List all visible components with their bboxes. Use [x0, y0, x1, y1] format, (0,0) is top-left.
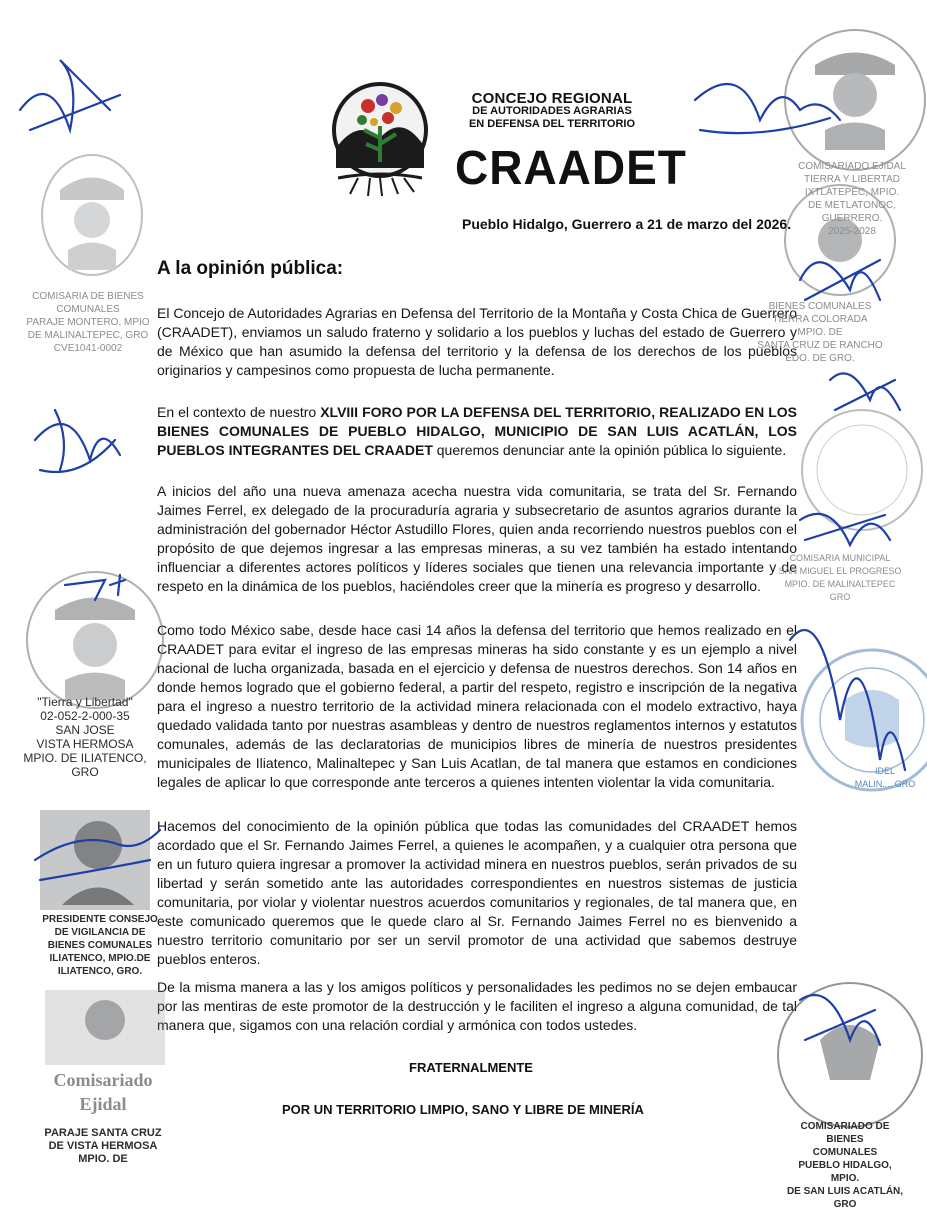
stamp-left-3-line: DE VIGILANCIA DE: [54, 927, 146, 938]
stamp-right-2-line: MPIO. DE: [797, 327, 843, 338]
paragraph-2-lead: En el contexto de nuestro: [157, 404, 321, 420]
stamp-right-4-line: DE SAN LUIS ACATLÁN, GRO: [786, 1186, 904, 1210]
stamp-right-1-line: COMISARIADO EJIDAL: [798, 161, 906, 172]
stamp-left-1: [18, 290, 158, 355]
signature-2-icon: [695, 84, 840, 133]
org-line-1: CONCEJO REGIONAL: [471, 90, 633, 107]
stamp-left-4: [28, 1068, 178, 1116]
paragraph-2-tail: queremos denunciar ante la opinión pública lo siguiente.: [432, 442, 787, 458]
stamp-left-2: [10, 695, 160, 779]
stamp-left-4-line: Comisariado: [53, 1070, 153, 1090]
stamp-right-3: [770, 552, 910, 604]
stamp-right-blue-line: MALIN..., GRO: [854, 779, 916, 789]
stamp-right-4-line: COMUNALES: [812, 1147, 878, 1158]
signature-6-icon: [800, 514, 890, 545]
stamp-right-2-line: EDO. DE GRO.: [785, 353, 855, 364]
stamp-right-4-line: COMISARIADO DE BIENES: [800, 1121, 890, 1145]
stamp-left-1-line: COMISARIA DE BIENES: [32, 291, 144, 302]
stamp-right-4-line: PUEBLO HIDALGO, MPIO.: [798, 1160, 892, 1184]
stamp-right-1: [782, 160, 922, 238]
stamp-left-5: [28, 1127, 178, 1166]
org-line-3: EN DEFENSA DEL TERRITORIO: [468, 118, 636, 130]
signature-3-icon: [35, 410, 120, 472]
stamp-right-3-line: COMISARIA MUNICIPAL: [789, 553, 891, 563]
stamp-left-2-line: MPIO. DE ILIATENCO, GRO: [23, 751, 147, 779]
stamp-portrait-left-top-icon: [42, 155, 142, 275]
signature-1-icon: [20, 60, 120, 130]
stamp-left-1-line: PARAJE MONTERO, MPIO: [26, 317, 150, 328]
dateline: Pueblo Hidalgo, Guerrero a 21 de marzo del 2026.: [462, 216, 792, 232]
org-line-2: DE AUTORIDADES AGRARIAS: [472, 105, 632, 117]
paragraph-5: Hacemos del conocimiento de la opinión pública que todas las comunidades del CRAADET hemos acordado que el Sr. Fernando Jaimes Ferrel, a quienes le acompañen, y a cualquier otra persona que en un futuro quiera ingresar a promover la actividad minera en nuestros pueblos, serán privados de su libertad y serán sometido ante las autoridades correspondientes en nuestros sistemas de justicia comunitaria, por violar y violentar nuestros acuerdos comunitarios y regionales, de tal manera que, en este comunicado queremos que le quede claro al Sr. Fernando Jaimes Ferrel no es bienvenido a nuestro territorio comunitario por ser un servil promotor de una actividad que sabemos destruye pueblos enteros.: [157, 818, 797, 967]
org-acronym: CRAADET: [455, 139, 687, 195]
paragraph-2-bold: XLVIII FORO POR LA DEFENSA DEL TERRITORIO, REALIZADO EN LOS BIENES COMUNALES DE PUEBLO HIDALGO, MUNICIPIO DE SAN LUIS ACATLÁN, LOS PUEBLOS INTEGRANTES DEL CRAADET: [157, 404, 797, 458]
stamp-portrait-left-bottom-icon: [45, 990, 165, 1065]
signature-7-icon: [65, 575, 125, 600]
salutation: A la opinión pública:: [157, 258, 344, 279]
stamp-right-2: [740, 300, 900, 365]
stamp-right-4: [785, 1120, 905, 1211]
stamp-circle-right-icon: [802, 410, 922, 530]
paragraph-4: Como todo México sabe, desde hace casi 14 años la defensa del territorio que hemos realizado en el CRAADET para evitar el ingreso de las empresas mineras ha sido constante y es un ejemplo a nivel nacional de lucha organizada, basada en el ejercicio y defensa de nuestros derechos. Son 14 años en donde hemos logrado que el gobierno federal, a partir del respeto, registro e inscripción de la negativa para el ingreso a nuestro territorio de la actividad minera relacionada con el modelo extractivo, haya quedado validada tanto por nuestras asambleas y dentro de nuestros reglamentos internos y estatutos comunales, además de las declaratorias de municipios libres de minería de nuestros presidentes municipales de Iliatenco, Malinaltepec y San Luis Acatlan, de tal manera que estamos en condiciones legales de aplicar lo que corresponde ante terceros a quienes intenten violentar la vida comunitaria.: [157, 622, 797, 790]
stamp-right-2-line: SANTA CRUZ DE RANCHO: [757, 340, 883, 351]
closing-slogan: POR UN TERRITORIO LIMPIO, SANO Y LIBRE DE MINERÍA: [282, 1102, 644, 1117]
closing-fraternalmente: FRATERNALMENTE: [409, 1060, 533, 1075]
paragraph-1: El Concejo de Autoridades Agrarias en Defensa del Territorio de la Montaña y Costa Chica de Guerrero (CRAADET), enviamos un saludo fraterno y solidario a los pueblos y luchas del estado de Guerrero y de México que han asumido la defensa del territorio y la defensa de los derechos de los pueblos originarios y campesinos como propuesta de lucha permanente.: [157, 305, 797, 378]
signature-5-icon: [830, 373, 900, 410]
stamp-right-1-line: DE METLATONOC,: [808, 200, 896, 211]
stamp-right-3-line: MPIO. DE MALINALTEPEC: [784, 579, 896, 589]
stamp-right-1-line: 2025-2028: [828, 226, 876, 237]
stamp-left-5-line: MPIO. DE: [78, 1153, 128, 1165]
stamp-right-1-line: GUERRERO.: [821, 213, 883, 224]
paragraph-6: De la misma manera a las y los amigos políticos y personalidades les pedimos no se dejen embaucar por las mentiras de este promotor de la destrucción y le faciliten el ingreso a alguna comunidad, de tal manera que, sigamos con una relación cordial y armónica con todos ustedes.: [157, 979, 797, 1033]
stamp-left-5-line: DE VISTA HERMOSA: [48, 1140, 158, 1152]
stamp-left-3-line: PRESIDENTE CONSEJO: [42, 914, 158, 925]
stamp-left-5-line: PARAJE SANTA CRUZ: [44, 1127, 162, 1139]
stamp-portrait-left-mid-icon: [27, 572, 163, 708]
stamp-right-2-line: BIENES COMUNALES: [768, 301, 872, 312]
stamp-left-3: [30, 913, 170, 978]
stamp-left-3-line: ILIATENCO, MPIO.DE: [49, 953, 151, 964]
stamp-right-1-line: TIERRA Y LIBERTAD: [804, 174, 900, 185]
stamp-left-4-line: Ejidal: [79, 1094, 127, 1114]
stamp-right-2-line: TIERRA COLORADA: [772, 314, 868, 325]
stamp-portrait-left-lower-icon: [40, 810, 150, 910]
stamp-left-3-line: BIENES COMUNALES: [47, 940, 153, 951]
stamp-left-1-line: COMUNALES: [56, 304, 120, 315]
stamp-left-2-line: VISTA HERMOSA: [36, 737, 134, 751]
stamp-right-1-line: IXTLATEPEC, MPIO.: [804, 187, 900, 198]
stamp-left-2-line: "Tierra y Libertad": [37, 695, 133, 709]
stamp-left-3-line: ILIATENCO, GRO.: [57, 966, 143, 977]
stamp-left-1-line: DE MALINALTEPEC, GRO: [27, 330, 149, 341]
stamp-eagle-right-icon: [778, 983, 922, 1127]
stamp-right-3-line: SAN MIGUEL EL PROGRESO: [778, 566, 902, 576]
stamp-portrait-right-top-icon: [785, 30, 925, 170]
stamp-right-blue: [845, 765, 925, 791]
stamp-left-1-line: CVE1041-0002: [53, 343, 123, 354]
stamp-right-3-line: GRO: [829, 592, 851, 602]
stamp-left-2-line: 02-052-2-000-35: [40, 709, 130, 723]
stamp-left-2-line: SAN JOSE: [55, 723, 115, 737]
paragraph-3: A inicios del año una nueva amenaza acecha nuestra vida comunitaria, se trata del Sr. Fernando Jaimes Ferrel, ex delegado de la procuraduría agraria y subsecretario de asuntos agrarios durante la administración del gobernador Héctor Astudillo Flores, quien anda recorriendo nuestros pueblos con el propósito de que dejemos ingresar a las empresas mineras, a su vez también ha estado intentando influenciar a diferentes actores políticos y líderes sociales que tienen una relevancia importante y de respeto en la dinámica de los pueblos, haciéndoles creer que la minería es progreso y desarrollo.: [157, 483, 797, 594]
stamp-right-blue-line: IDEL: [874, 766, 895, 776]
